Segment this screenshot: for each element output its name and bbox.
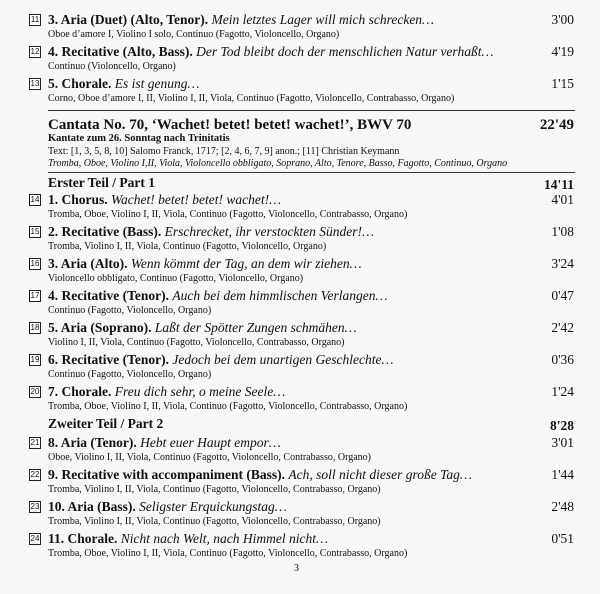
track-incipit: Auch bei dem himmlischen Verlangen…: [172, 288, 388, 303]
cantata-instrumentation: Tromba, Oboe, Violino I,II, Viola, Violoncello obbligato, Soprano, Alto, Tenore, Basso, Fagotto, Continuo, Organo: [48, 158, 508, 169]
track-duration: 0'36: [551, 352, 574, 367]
track-number: 11: [30, 15, 40, 24]
track-instrumentation: Tromba, Oboe, Violino I, II, Viola, Continuo (Fagotto, Violoncello, Contrabasso, Organo): [48, 548, 408, 559]
track-incipit: Es ist genung…: [114, 76, 200, 91]
track-title: [48, 288, 574, 304]
track-instrumentation: Corno, Oboe d’amore I, II, Violino I, II, Viola, Continuo (Fagotto, Violoncello, Contrabasso, Organo): [48, 93, 455, 104]
track-duration: 0'47: [551, 288, 574, 303]
track-heading: 11. Chorale.: [48, 531, 118, 546]
track-number: 18: [30, 323, 40, 332]
track-number: 14: [30, 195, 40, 204]
track-title: [48, 467, 574, 483]
track-duration: 1'15: [551, 76, 574, 91]
part-duration: 14'11: [543, 177, 574, 192]
track-incipit: Hebt euer Haupt empor…: [140, 435, 281, 450]
track-number: 20: [30, 387, 40, 396]
track-instrumentation: Tromba, Oboe, Violino I, II, Viola, Continuo (Fagotto, Violoncello, Contrabasso, Organo): [48, 401, 408, 412]
track-duration: 1'24: [551, 384, 574, 399]
track-incipit: Wachet! betet! betet! wachet!…: [111, 192, 282, 207]
track-title: [48, 76, 574, 92]
track-duration: 3'24: [551, 256, 574, 271]
track-heading: 9. Recitative with accompaniment (Bass).: [48, 467, 285, 482]
track-instrumentation: Tromba, Oboe, Violino I, II, Viola, Continuo (Fagotto, Violoncello, Contrabasso, Organo): [48, 209, 408, 220]
part-title: Erster Teil / Part 1: [48, 175, 155, 190]
track-number: 12: [30, 47, 40, 56]
track-instrumentation: Violoncello obbligato, Continuo (Fagotto, Violoncello, Organo): [48, 273, 304, 284]
track-heading: 7. Chorale.: [48, 384, 112, 399]
track-number: 19: [30, 355, 40, 364]
track-heading: 1. Chorus.: [48, 192, 108, 207]
track-instrumentation: Continuo (Fagotto, Violoncello, Organo): [48, 369, 212, 380]
track-incipit: Laßt der Spötter Zungen schmähen…: [154, 320, 357, 335]
track-instrumentation: Tromba, Violino I, II, Viola, Continuo (Fagotto, Violoncello, Contrabasso, Organo): [48, 516, 381, 527]
section-divider: [48, 110, 575, 111]
part-duration: 8'28: [549, 418, 574, 433]
track-heading: 2. Recitative (Bass).: [48, 224, 162, 239]
cantata-text-credit: Text: [1, 3, 5, 8, 10] Salomo Franck, 1717; [2, 4, 6, 7, 9] anon.; [11] Christian Keymann: [48, 146, 400, 157]
track-title: [48, 320, 574, 336]
track-duration: 3'00: [551, 12, 574, 27]
track-heading: 10. Aria (Bass).: [48, 499, 136, 514]
track-incipit: Der Tod bleibt doch der menschlichen Natur verhaßt…: [196, 44, 494, 59]
track-instrumentation: Continuo (Fagotto, Violoncello, Organo): [48, 305, 212, 316]
track-number: 16: [30, 259, 40, 268]
track-heading: 3. Aria (Alto).: [48, 256, 128, 271]
track-duration: 4'19: [551, 44, 574, 59]
track-instrumentation: Tromba, Violino I, II, Viola, Continuo (Fagotto, Violoncello, Organo): [48, 241, 327, 252]
track-instrumentation: Continuo (Violoncello, Organo): [48, 61, 176, 72]
track-number: 15: [30, 227, 40, 236]
track-incipit: Freu dich sehr, o meine Seele…: [114, 384, 286, 399]
track-title: [48, 352, 574, 368]
cantata-duration: 22'49: [539, 117, 574, 133]
track-instrumentation: Tromba, Violino I, II, Viola, Continuo (Fagotto, Violoncello, Contrabasso, Organo): [48, 484, 381, 495]
track-heading: 3. Aria (Duet) (Alto, Tenor).: [48, 12, 209, 27]
part-title: Zweiter Teil / Part 2: [48, 416, 164, 431]
track-instrumentation: Violino I, II, Viola, Continuo (Fagotto, Violoncello, Contrabasso, Organo): [48, 337, 345, 348]
track-heading: 4. Recitative (Tenor).: [48, 288, 169, 303]
page-number: 3: [294, 563, 299, 574]
track-number: 17: [30, 291, 40, 300]
track-title: [48, 44, 574, 60]
track-title: [48, 499, 574, 515]
track-title: [48, 256, 574, 272]
track-number: 13: [30, 79, 40, 88]
track-incipit: Mein letztes Lager will mich schrecken…: [211, 12, 435, 27]
track-title: [48, 435, 574, 451]
track-heading: 6. Recitative (Tenor).: [48, 352, 169, 367]
track-number: 21: [30, 438, 40, 447]
track-number: 23: [30, 502, 40, 511]
track-duration: 1'44: [551, 467, 574, 482]
track-heading: 8. Aria (Tenor).: [48, 435, 137, 450]
track-title: [48, 12, 574, 28]
track-title: [48, 224, 574, 240]
track-number: 22: [30, 470, 40, 479]
track-incipit: Seligster Erquickungstag…: [139, 499, 287, 514]
track-instrumentation: Oboe, Violino I, II, Viola, Continuo (Fagotto, Violoncello, Contrabasso, Organo): [48, 452, 371, 463]
track-duration: 2'42: [551, 320, 574, 335]
track-duration: 1'08: [551, 224, 574, 239]
track-incipit: Wenn kömmt der Tag, an dem wir ziehen…: [130, 256, 362, 271]
track-instrumentation: Oboe d’amore I, Violino I solo, Continuo (Fagotto, Violoncello, Organo): [48, 29, 340, 40]
cantata-title: Cantata No. 70, ‘Wachet! betet! betet! wachet!’, BWV 70: [48, 117, 412, 133]
track-title: [48, 384, 574, 400]
track-number: 24: [30, 534, 40, 543]
track-heading: 5. Aria (Soprano).: [48, 320, 152, 335]
track-incipit: Ach, soll nicht dieser große Tag…: [288, 467, 472, 482]
track-duration: 0'51: [551, 531, 574, 546]
track-title: [48, 531, 574, 547]
track-heading: 4. Recitative (Alto, Bass).: [48, 44, 193, 59]
cantata-subtitle: Kantate zum 26. Sonntag nach Trinitatis: [48, 133, 230, 144]
track-incipit: Nicht nach Welt, nach Himmel nicht…: [120, 531, 328, 546]
track-duration: 3'01: [551, 435, 574, 450]
track-duration: 4'01: [551, 192, 574, 207]
track-incipit: Jedoch bei dem unartigen Geschlechte…: [172, 352, 394, 367]
track-heading: 5. Chorale.: [48, 76, 112, 91]
track-title: [48, 192, 574, 208]
section-divider: [48, 172, 575, 173]
track-duration: 2'48: [551, 499, 574, 514]
track-incipit: Erschrecket, ihr verstockten Sünder!…: [164, 224, 375, 239]
